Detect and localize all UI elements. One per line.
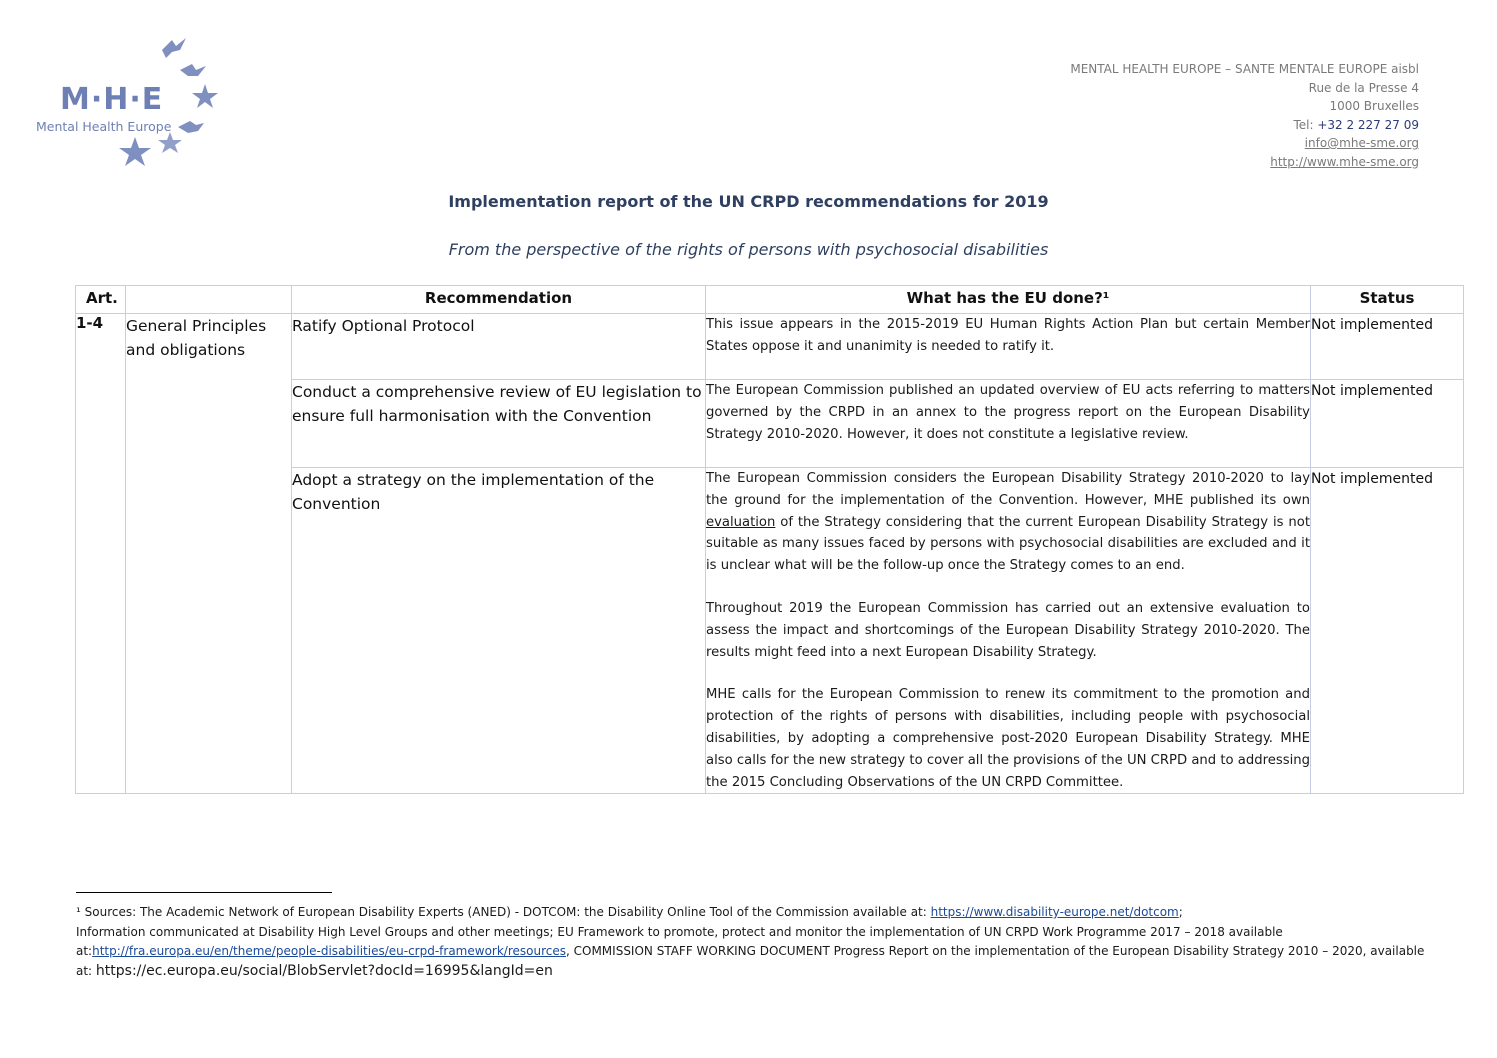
logo-wordmark: M·H·E (60, 82, 164, 117)
status-cell: Not implemented (1311, 468, 1464, 794)
eu-done-paragraph-3: MHE calls for the European Commission to renew its commitment to the promotion and protection of the rights of persons with disabilities, including people with psychosocial disabilities, by adopting a comprehensive post-2020 European Disability Strategy. MHE also calls for the new strategy to cover all the provisions of the UN CRPD and to addressing the 2015 Concluding Observations of the UN CRPD Committee. (706, 687, 1310, 790)
eu-done-paragraph-2: Throughout 2019 the European Commission has carried out an extensive evaluation to assess the impact and shortcomings of the European Disability Strategy 2010-2020. The results might feed into a next European Disability Strategy. (706, 600, 1310, 660)
address-block (1070, 60, 1419, 171)
mhe-logo (30, 32, 230, 167)
table-header-row (76, 286, 1464, 314)
header-area (126, 286, 292, 314)
fra-link[interactable]: http://fra.europa.eu/en/theme/people-disabilities/eu-crpd-framework/resources (92, 944, 566, 958)
footnote-separator (76, 892, 332, 893)
eu-done-cell (706, 380, 1311, 468)
header-art: Art. (76, 286, 126, 314)
recommendation-cell: Adopt a strategy on the implementation of the Convention (292, 468, 706, 794)
header-recommendation: Recommendation (292, 286, 706, 314)
eu-done-text: The European Commission published an updated overview of EU acts referring to matters governed by the CRPD in an annex to the progress report on the European Disability Strategy 2010-2020. However, it does not constitute a legislative review. (706, 383, 1310, 442)
page-subtitle: From the perspective of the rights of persons with psychosocial disabilities (448, 240, 1049, 259)
ec-url: https://ec.europa.eu/social/BlobServlet?docId=16995&langId=en (95, 962, 553, 979)
recommendations-table (75, 285, 1464, 794)
article-number: 1-4 (76, 314, 126, 794)
telephone: Tel: +32 2 227 27 09 (1293, 117, 1419, 132)
page-title: Implementation report of the UN CRPD recommendations for 2019 (448, 192, 1049, 211)
status-cell: Not implemented (1311, 314, 1464, 380)
evaluation-link[interactable]: evaluation (706, 514, 776, 530)
article-area: General Principles and obligations (126, 314, 292, 794)
eu-done-text: of the Strategy considering that the current European Disability Strategy is not suitable as many issues faced by persons with psychosocial disabilities are excluded and it is unclear what will be the follow-up once the Strategy comes to an end. (706, 514, 1310, 574)
table-row (76, 314, 1464, 380)
eu-done-cell (706, 314, 1311, 380)
status-cell: Not implemented (1311, 380, 1464, 468)
org-name: MENTAL HEALTH EUROPE – SANTE MENTALE EUROPE aisbl (1070, 62, 1419, 76)
email-link[interactable]: info@mhe-sme.org (1304, 136, 1419, 150)
eu-done-text: The European Commission considers the European Disability Strategy 2010-2020 to lay the ground for the implementation of the Convention. However, MHE published its own (706, 471, 1310, 508)
city: 1000 Bruxelles (1329, 99, 1419, 113)
header-done: What has the EU done?¹ (706, 286, 1311, 314)
recommendation-cell: Ratify Optional Protocol (292, 314, 706, 380)
tel-number: +32 2 227 27 09 (1317, 117, 1419, 132)
footnote-text: Sources: The Academic Network of European Disability Experts (ANED) - DOTCOM: the Disability Online Tool of the Commission available at: (80, 905, 931, 919)
footnote-marker: ¹ (76, 905, 81, 919)
footnote-text: ; (1178, 905, 1183, 919)
header-status: Status (1311, 286, 1464, 314)
recommendation-cell: Conduct a comprehensive review of EU legislation to ensure full harmonisation with the Convention (292, 380, 706, 468)
footnote-text: , COMMISSION STAFF WORKING DOCUMENT Progress Report on the implementation of the European Disability Strategy 2010 – 2020, available at: (76, 944, 1425, 978)
footnote-text: Information communicated at Disability High Level Groups and other meetings; EU Framework to promote, protect and monitor the implementation of UN CRPD Work Programme 2017 – 2018 available at: (76, 924, 1283, 958)
dotcom-link[interactable]: https://www.disability-europe.net/dotcom (930, 905, 1179, 919)
logo-subtitle: Mental Health Europe (36, 119, 172, 134)
eu-done-cell (706, 468, 1311, 794)
eu-done-text: This issue appears in the 2015-2019 EU Human Rights Action Plan but certain Member States oppose it and unanimity is needed to ratify it. (706, 317, 1310, 354)
website-link[interactable]: http://www.mhe-sme.org (1270, 154, 1419, 169)
footnote (76, 903, 1426, 981)
eu-done-paragraph-1 (706, 468, 1310, 577)
street: Rue de la Presse 4 (1308, 80, 1419, 95)
